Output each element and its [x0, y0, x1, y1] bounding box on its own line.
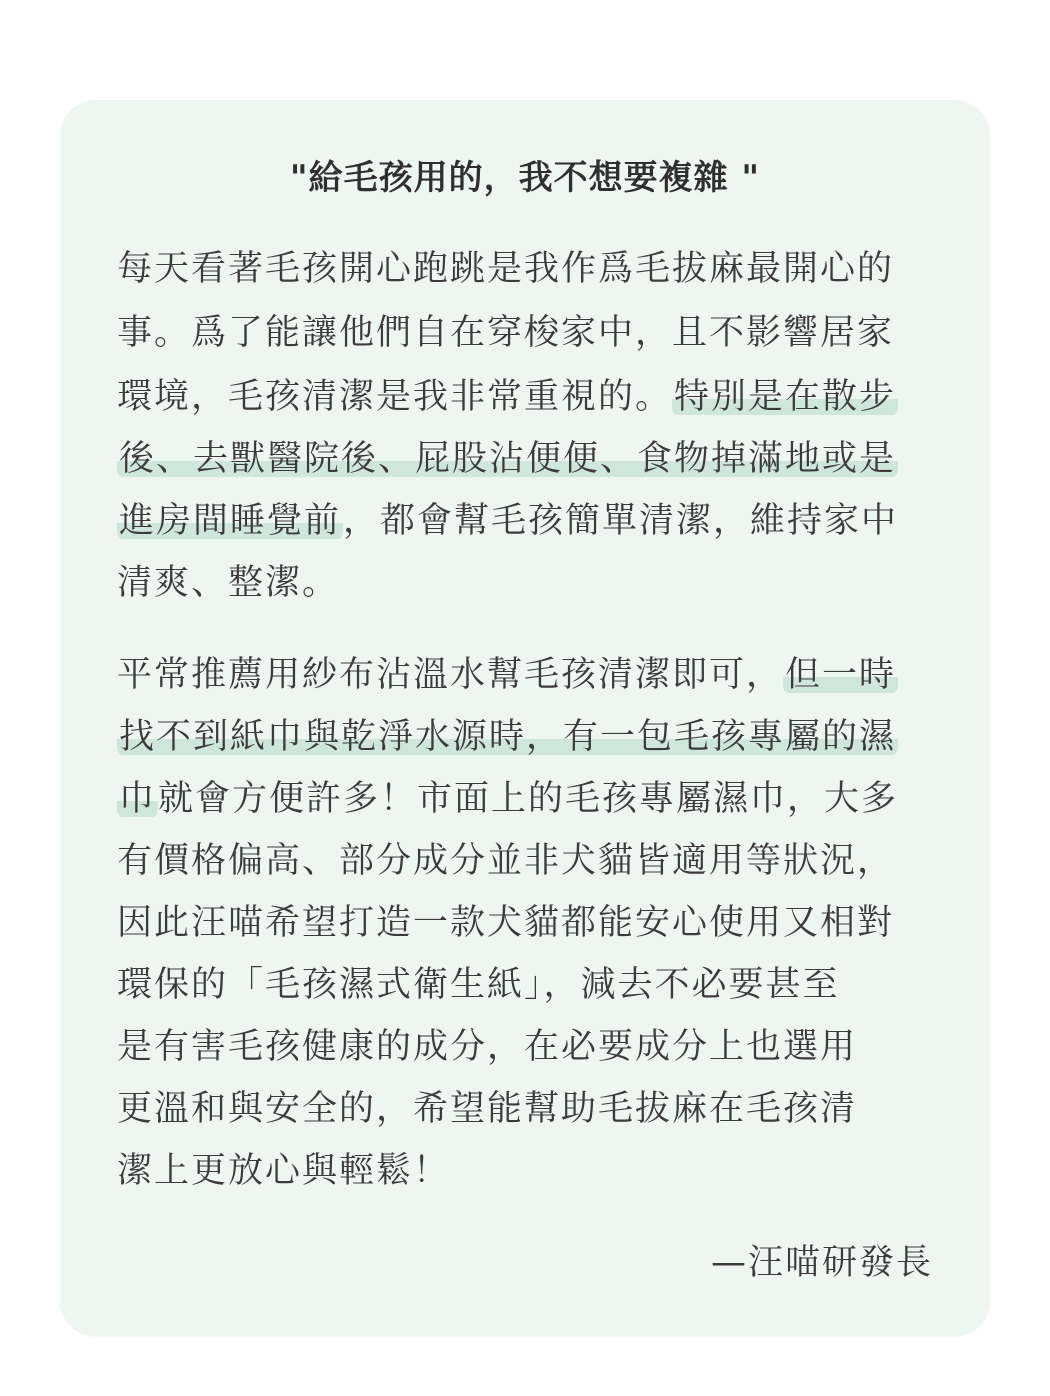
- paragraph-1-line-3: [117, 366, 898, 428]
- paragraph-2-line-8: 更溫和與安全的，希望能幫助毛拔麻在毛孩清: [117, 1089, 858, 1129]
- highlighted-text: 後、去獸醫院後、屁股沾便便、食物掉滿地或是: [119, 439, 897, 479]
- paragraph-2-line-4: 有價格偏高、部分成分並非犬貓皆適用等狀況，: [117, 841, 895, 881]
- paragraph-2-line-1: [117, 644, 898, 706]
- highlighted-text: 進房間睡覺前: [119, 501, 342, 541]
- highlighted-text: 特別是在散步: [674, 377, 897, 417]
- signature: —汪喵研發長: [710, 1243, 933, 1283]
- paragraph-1-line-4: [117, 428, 898, 490]
- highlighted-text: 找不到紙巾與乾淨水源時，有一包毛孩專屬的濕: [119, 717, 897, 757]
- paragraph-2-line-9: 潔上更放心與輕鬆！: [117, 1151, 451, 1191]
- highlighted-text: 但一時: [785, 655, 897, 695]
- quote-title: "給毛孩用的，我不想要複雜 ": [289, 158, 761, 198]
- paragraph-2-line-5: 因此汪喵希望打造一款犬貓都能安心使用又相對: [117, 903, 895, 943]
- plain-text: 平常推薦用紗布沾溫水幫毛孩清潔即可，: [117, 655, 784, 695]
- plain-text: 環境，毛孩清潔是我非常重視的。: [117, 377, 673, 417]
- paragraph-2-line-2: [117, 706, 898, 768]
- paragraph-1-line-2: 事。爲了能讓他們自在穿梭家中，且不影響居家: [117, 313, 895, 353]
- paragraph-1-line-1: 每天看著毛孩開心跑跳是我作爲毛拔麻最開心的: [117, 249, 895, 289]
- highlighted-text: 巾: [119, 779, 157, 819]
- plain-text: 就會方便許多！市面上的毛孩專屬濕巾，大多: [158, 779, 899, 819]
- paragraph-2-line-3: [117, 768, 898, 830]
- paragraph-2-line-7: 是有害毛孩健康的成分，在必要成分上也選用: [117, 1027, 858, 1067]
- paragraph-2-line-6: 環保的「毛孩濕式衛生紙」，減去不必要甚至: [117, 965, 840, 1005]
- paragraph-1-line-5: [117, 490, 898, 552]
- paragraph-1-line-6: 清爽、整潔。: [117, 563, 340, 603]
- plain-text: ，都會幫毛孩簡單清潔，維持家中: [343, 501, 899, 541]
